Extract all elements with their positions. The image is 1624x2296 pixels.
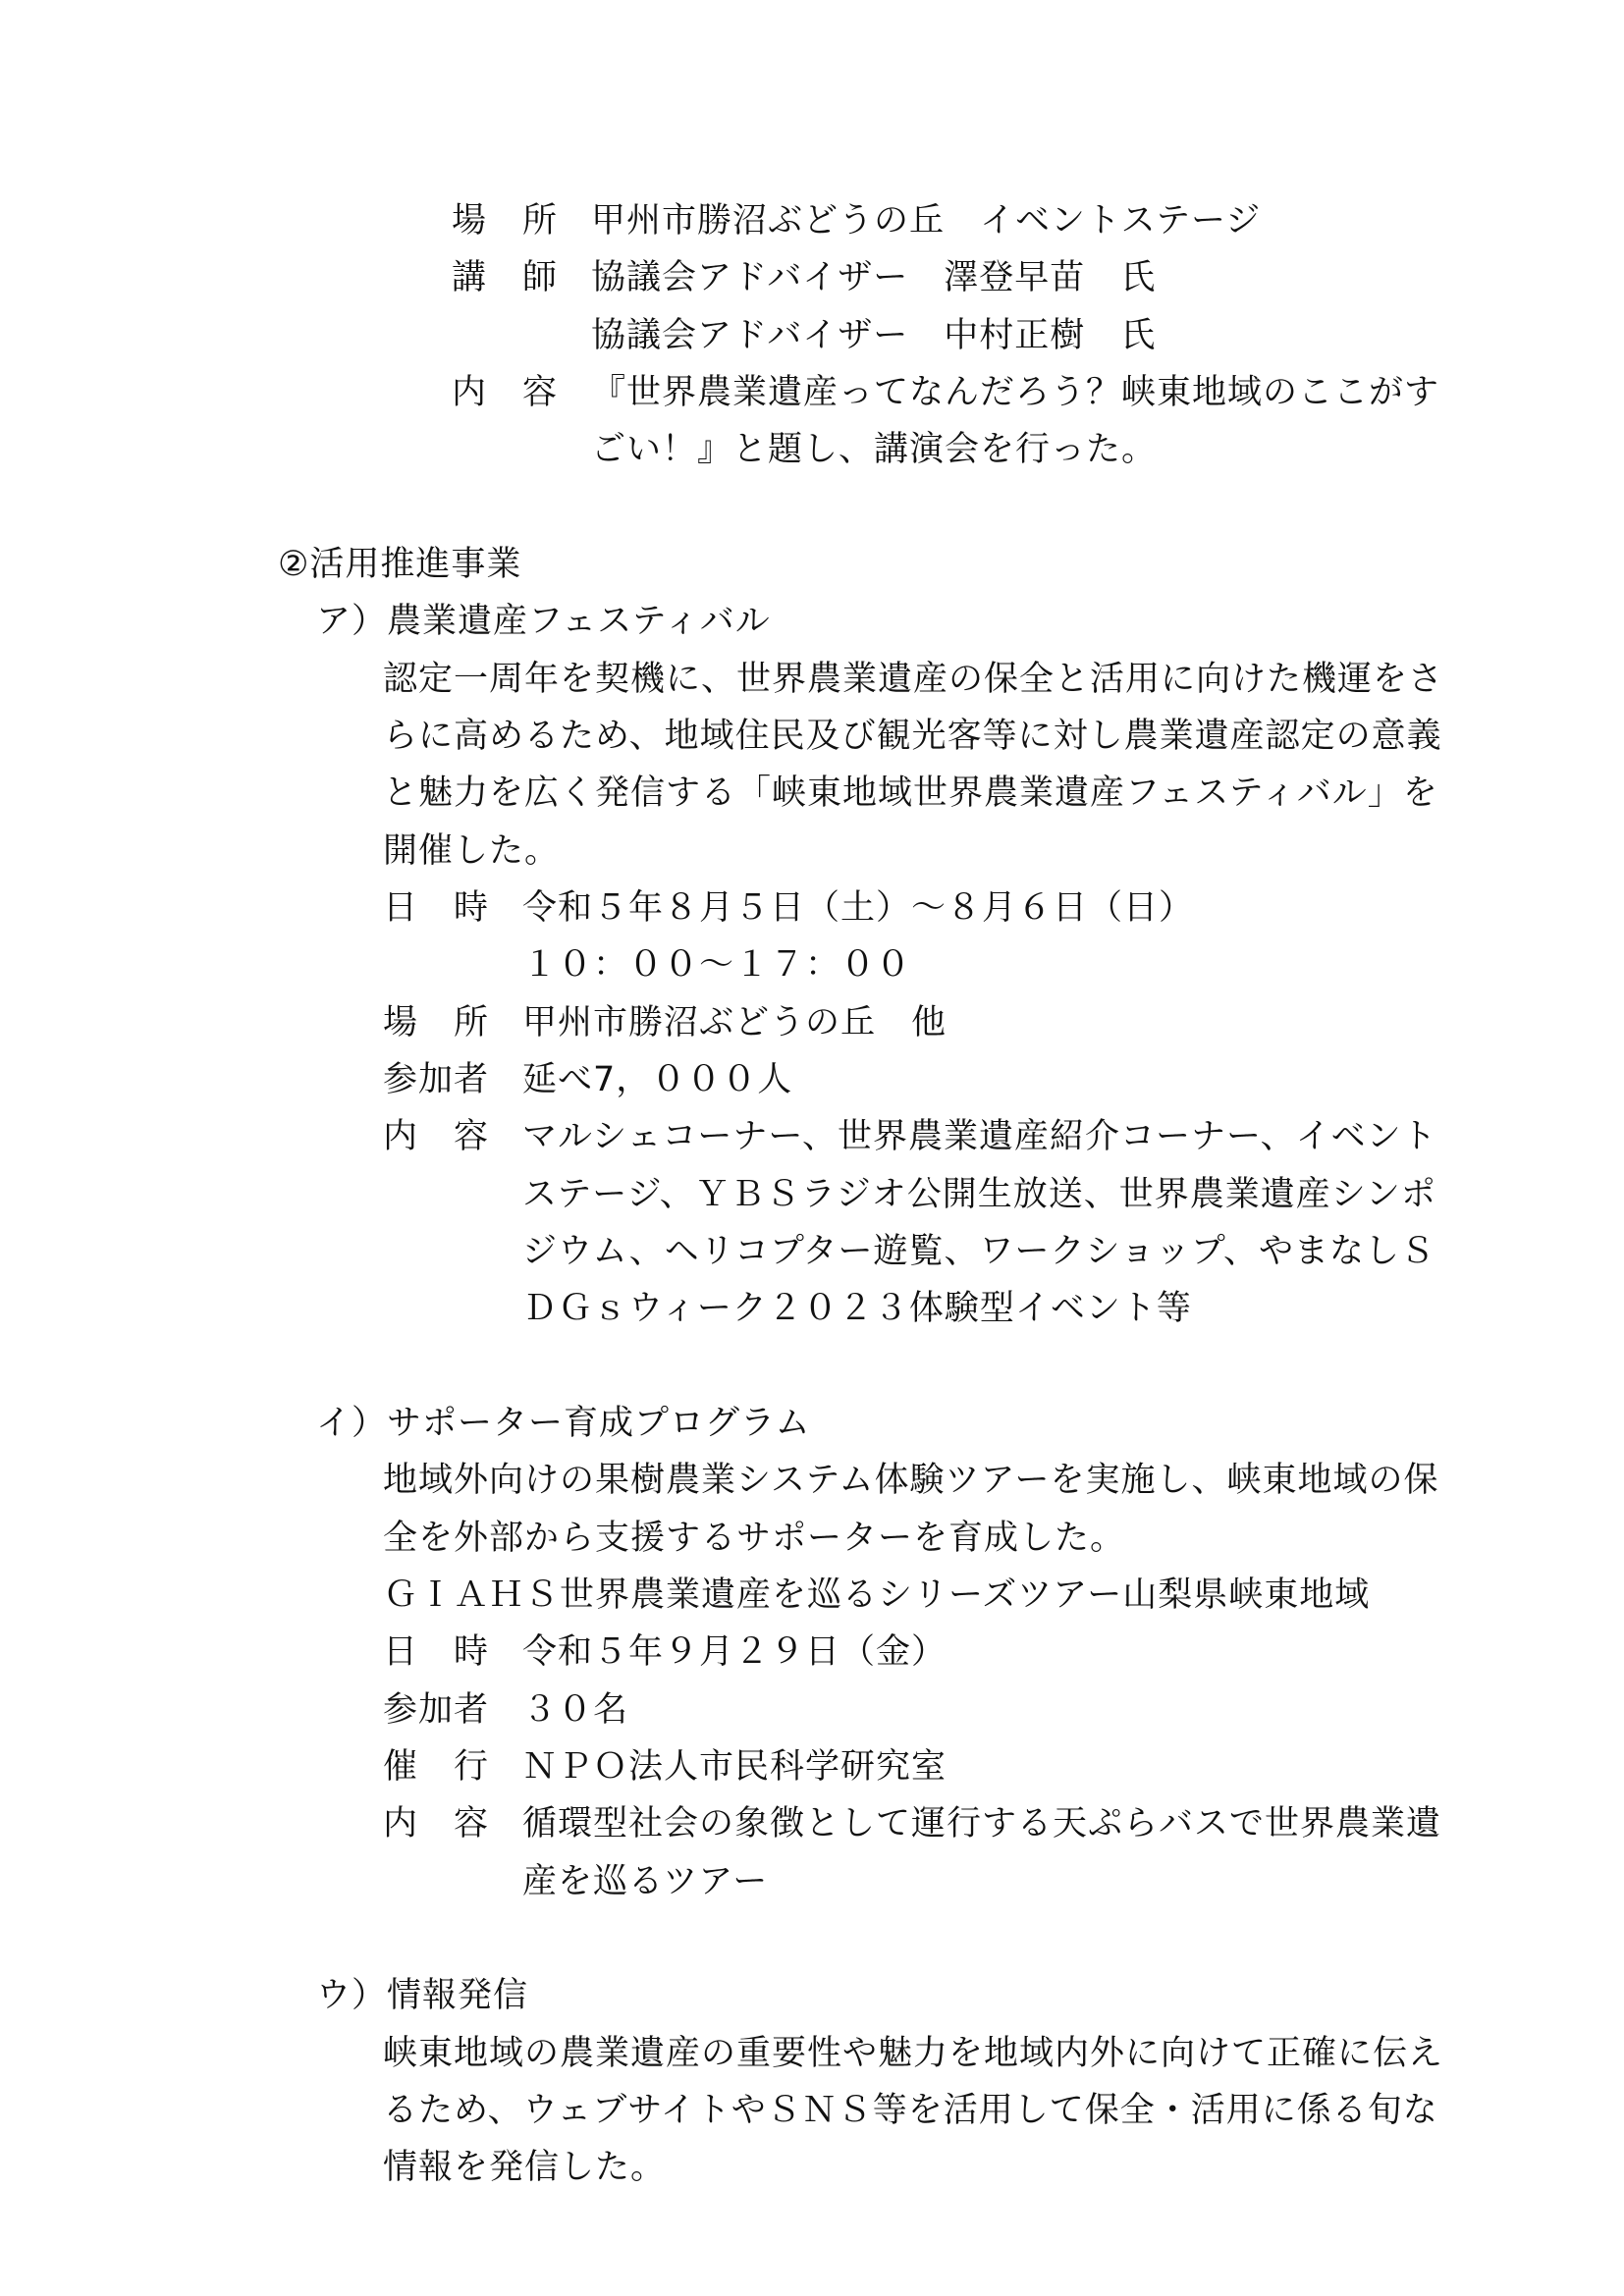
- paragraph-line: 開催した。: [383, 831, 561, 871]
- section-heading: ②活用推進事業: [278, 545, 522, 584]
- value-content-2: ごい！』と題し、講演会を行った。: [591, 430, 1158, 469]
- paragraph-line: 地域外向けの果樹農業システム体験ツアーを実施し、峡東地域の保: [383, 1461, 1439, 1500]
- value-content-1: 『世界農業遺産ってなんだろう？峡東地域のここがす: [591, 373, 1440, 412]
- label-organizer: 催 行: [383, 1747, 490, 1787]
- label-place: 場 所: [383, 1003, 490, 1042]
- value-content-2: ステージ、ＹＢＳラジオ公開生放送、世界農業遺産シンポ: [522, 1175, 1436, 1214]
- value-date: 令和５年８月５日（土）～８月６日（日）: [522, 888, 1195, 928]
- subsection-title-info: ウ）情報発信: [316, 1976, 529, 2015]
- label-content: 内 容: [452, 373, 559, 412]
- paragraph-line: 情報を発信した。: [383, 2148, 667, 2187]
- value-content-4: ＤＧｓウィーク２０２３体験型イベント等: [522, 1289, 1192, 1328]
- value-participants: 延べ7，０００人: [522, 1060, 793, 1099]
- label-participants: 参加者: [383, 1060, 490, 1099]
- value-organizer: ＮＰＯ法人市民科学研究室: [522, 1747, 947, 1787]
- value-time: １０：００～１７：００: [522, 945, 912, 985]
- value-place: 甲州市勝沼ぶどうの丘 他: [522, 1003, 947, 1042]
- label-date: 日 時: [383, 888, 490, 928]
- label-place: 場 所: [452, 201, 559, 240]
- value-content-1: 循環型社会の象徴として運行する天ぷらバスで世界農業遺: [522, 1804, 1442, 1843]
- value-content-1: マルシェコーナー、世界農業遺産紹介コーナー、イベント: [522, 1117, 1437, 1156]
- value-content-3: ジウム、ヘリコプター遊覧、ワークショップ、やまなしＳ: [522, 1232, 1436, 1271]
- paragraph-line: 全を外部から支援するサポーターを育成した。: [383, 1519, 1126, 1558]
- value-place: 甲州市勝沼ぶどうの丘 イベントステージ: [591, 201, 1262, 240]
- subsection-title-festival: ア）農業遺産フェスティバル: [316, 602, 771, 641]
- paragraph-line: 認定一周年を契機に、世界農業遺産の保全と活用に向けた機運をさ: [383, 660, 1444, 699]
- label-date: 日 時: [383, 1632, 490, 1672]
- label-content: 内 容: [383, 1804, 490, 1843]
- value-date: 令和５年９月２９日（金）: [522, 1632, 947, 1672]
- value-lecturer-2: 協議会アドバイザー 中村正樹 氏: [591, 316, 1157, 355]
- value-content-2: 産を巡るツアー: [522, 1862, 769, 1901]
- label-content: 内 容: [383, 1117, 490, 1156]
- paragraph-line: ＧＩＡＨＳ世界農業遺産を巡るシリーズツアー山梨県峡東地域: [383, 1575, 1371, 1615]
- subsection-title-supporter: イ）サポーター育成プログラム: [316, 1404, 811, 1443]
- value-participants: ３０名: [522, 1690, 629, 1730]
- paragraph-line: るため、ウェブサイトやＳＮＳ等を活用して保全・活用に係る旬な: [383, 2091, 1438, 2130]
- paragraph-line: 峡東地域の農業遺産の重要性や魅力を地域内外に向けて正確に伝え: [383, 2034, 1444, 2073]
- paragraph-line: らに高めるため、地域住民及び観光客等に対し農業遺産認定の意義: [383, 717, 1442, 756]
- paragraph-line: と魅力を広く発信する「峡東地域世界農業遺産フェスティバル」を: [383, 774, 1438, 813]
- value-lecturer-1: 協議会アドバイザー 澤登早苗 氏: [591, 258, 1157, 297]
- label-lecturer: 講 師: [452, 258, 559, 297]
- label-participants: 参加者: [383, 1690, 490, 1730]
